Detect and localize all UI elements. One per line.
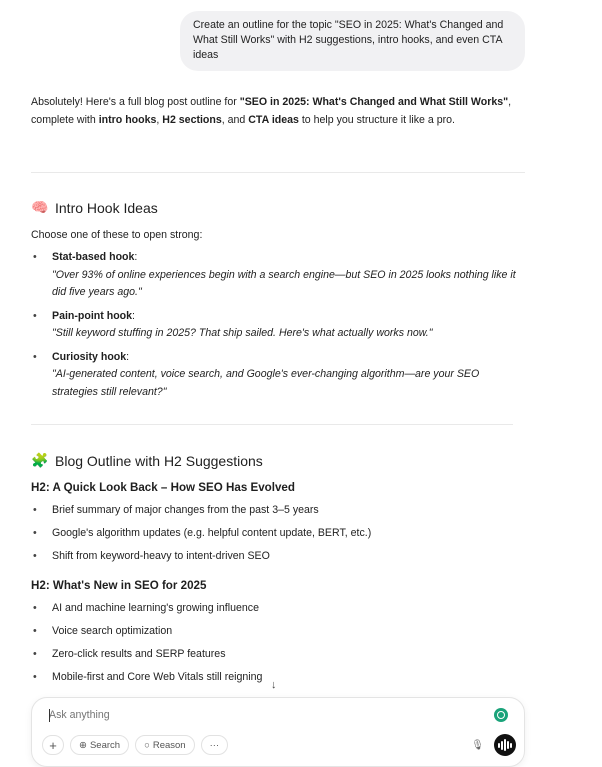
hook-label: Pain-point hook (52, 309, 133, 322)
hook-quote: "Over 93% of online experiences begin with a search engine—but SEO in 2025 looks nothing like it did five years ago." (52, 268, 516, 298)
h2-heading-1: H2: A Quick Look Back – How SEO Has Evolved (31, 481, 295, 494)
user-message-text: Create an outline for the topic "SEO in 2025: What's Changed and What Still Works" with H2 suggestions, intro hooks, and even CTA ideas (193, 19, 504, 61)
list-item: • AI and machine learning's growing influence (31, 600, 525, 618)
list-item: • Google's algorithm updates (e.g. helpful content update, BERT, etc.) (31, 525, 525, 543)
puzzle-icon: 🧩 (31, 452, 49, 468)
list-item (31, 249, 525, 302)
list-item: • Zero-click results and SERP features (31, 646, 525, 664)
chat-input[interactable] (49, 709, 469, 721)
brain-icon: 🧠 (31, 199, 49, 215)
intro-text-3: , (156, 113, 163, 126)
assistant-intro (31, 94, 525, 129)
reason-label: Reason (152, 739, 186, 751)
h2-1-list (31, 502, 525, 566)
waveform-bar (504, 739, 506, 751)
search-button[interactable] (70, 735, 129, 755)
waveform-bar (510, 743, 512, 748)
intro-bold-cta: CTA ideas (248, 113, 299, 126)
list-item: • Brief summary of major changes from the past 3–5 years (31, 502, 525, 520)
list-item (31, 308, 525, 343)
grammar-assistant-icon[interactable] (494, 708, 508, 722)
list-item (31, 349, 525, 402)
hook-quote: "Still keyword stuffing in 2025? That ship sailed. Here's what actually works now." (52, 327, 433, 339)
intro-bold-h2: H2 sections (162, 113, 222, 126)
hook-colon: : (126, 350, 130, 363)
divider (31, 172, 525, 173)
plus-icon: + (49, 737, 57, 753)
hook-quote: "AI-generated content, voice search, and Google's ever-changing algorithm—are your SEO strategies still relevant?" (52, 368, 480, 398)
reason-button[interactable] (135, 735, 195, 755)
intro-bold-title: "SEO in 2025: What's Changed and What Still Works" (239, 96, 509, 108)
microphone-icon[interactable]: 🎙 (471, 740, 484, 751)
intro-paragraph (31, 94, 525, 129)
text-caret (49, 709, 50, 722)
list-item: • Shift from keyword-heavy to intent-driven SEO (31, 548, 525, 566)
intro-text-1: Absolutely! Here's a full blog post outline for (31, 96, 240, 108)
intro-text-2: , complete with (31, 96, 512, 126)
h2-heading-2: H2: What's New in SEO for 2025 (31, 579, 207, 592)
section-heading-hooks (31, 199, 158, 216)
hook-label: Curiosity hook (52, 350, 127, 363)
more-icon: ··· (209, 739, 220, 751)
hook-label: Stat-based hook (52, 251, 135, 263)
user-message-bubble (180, 11, 525, 71)
search-label: Search (89, 739, 121, 751)
divider (31, 424, 513, 425)
waveform-bar (498, 743, 500, 748)
bulb-icon: ○ (144, 739, 150, 751)
chat-composer (31, 697, 525, 767)
intro-text-4: , and (221, 113, 249, 126)
waveform-bar (507, 741, 509, 749)
scroll-down-icon[interactable]: ↓ (271, 679, 277, 691)
intro-text-5: to help you structure it like a pro. (298, 113, 455, 126)
hooks-list (31, 249, 525, 401)
more-tools-button[interactable] (201, 735, 229, 755)
section-heading-outline (31, 452, 263, 469)
voice-mode-button[interactable] (494, 734, 516, 756)
hook-colon: : (134, 251, 138, 263)
intro-bold-hooks: intro hooks (98, 113, 157, 126)
list-item: • Voice search optimization (31, 623, 525, 641)
section-title: Intro Hook Ideas (55, 199, 158, 216)
hooks-lead: Choose one of these to open strong: (31, 229, 203, 241)
hook-colon: : (132, 309, 135, 322)
globe-icon: ⊕ (79, 739, 87, 751)
composer-toolbar (42, 735, 228, 755)
waveform-bar (501, 741, 503, 750)
h2-2-list (31, 600, 525, 687)
list-item: • Mobile-first and Core Web Vitals still reigning (31, 669, 525, 687)
section-title: Blog Outline with H2 Suggestions (55, 452, 263, 469)
add-attachment-button[interactable] (42, 735, 64, 755)
